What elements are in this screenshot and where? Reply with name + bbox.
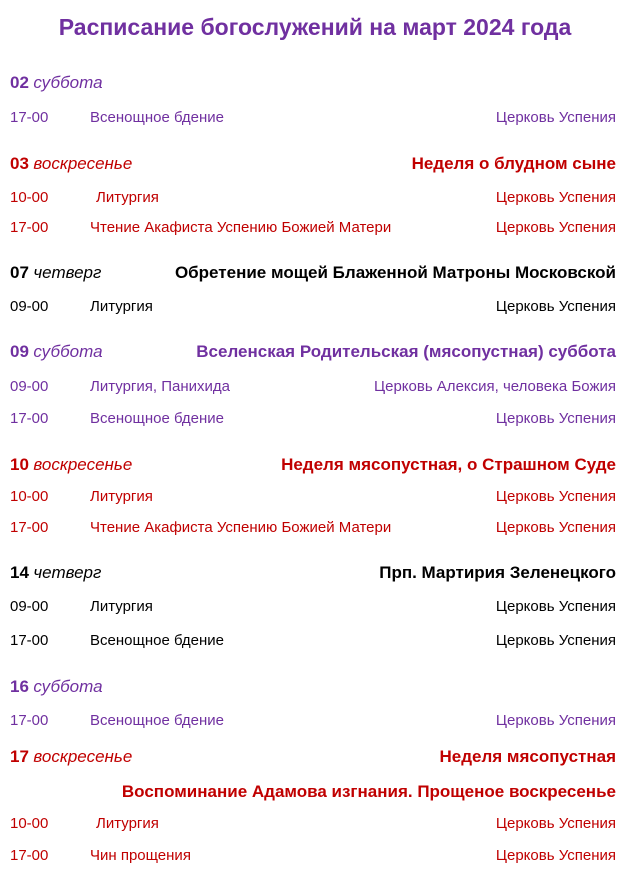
day-date [10,747,132,767]
service-place: Церковь Успения [495,410,616,427]
service-place: Церковь Успения [495,712,616,729]
day-number: 10 [10,455,29,474]
weekday: четверг [33,563,102,582]
day-header-16 [10,677,616,701]
service-name: Литургия [90,488,153,505]
service-name: Всенощное бдение [90,109,224,126]
feast-subtitle: Воспоминание Адамова изгнания. Прощеное воскресенье [121,782,616,801]
day-number: 14 [10,563,29,582]
service-place: Церковь Успения [495,488,616,505]
service-place: Церковь Успения [495,519,616,536]
feast-title: Вселенская Родительская (мясопустная) суббота [196,342,616,361]
service-row [10,815,616,839]
service-place: Церковь Успения [495,109,616,126]
weekday: суббота [33,73,103,92]
service-row [10,219,616,243]
weekday: четверг [33,263,102,282]
service-name: Чтение Акафиста Успению Божией Матери [90,519,392,536]
weekday: воскресенье [33,747,133,766]
service-row [10,410,616,434]
day-date [10,677,103,697]
service-time: 09-00 [10,598,49,615]
service-name: Литургия [96,815,159,832]
service-name: Литургия [90,298,153,315]
day-number: 03 [10,154,29,173]
service-place: Церковь Успения [495,189,616,206]
service-place: Церковь Успения [495,632,616,649]
day-header-09 [10,342,616,366]
service-place: Церковь Успения [495,847,616,864]
day-number: 09 [10,342,29,361]
service-row [10,632,616,656]
weekday: суббота [33,677,103,696]
service-row [10,109,616,133]
feast-title: Прп. Мартирия Зеленецкого [379,563,616,582]
service-row [10,298,616,322]
day-header-17 [10,747,616,771]
feast-title: Неделя о блудном сыне [411,154,616,173]
service-time: 10-00 [10,488,49,505]
service-place: Церковь Алексия, человека Божия [374,378,616,395]
service-row [10,712,616,736]
service-row [10,847,616,871]
feast-title: Обретение мощей Блаженной Матроны Московской [174,263,616,282]
service-time: 09-00 [10,298,49,315]
day-header-07 [10,263,616,287]
service-row [10,598,616,622]
day-date [10,73,103,93]
service-name: Литургия, Панихида [90,378,231,395]
service-time: 17-00 [10,410,49,427]
service-name: Литургия [96,189,159,206]
service-time: 17-00 [10,632,49,649]
feast-title: Неделя мясопустная, о Страшном Суде [281,455,616,474]
day-number: 16 [10,677,29,696]
service-name: Чтение Акафиста Успению Божией Матери [90,219,392,236]
service-row [10,519,616,543]
service-time: 17-00 [10,219,49,236]
day-header-14 [10,563,616,587]
service-name: Литургия [90,598,153,615]
weekday: воскресенье [33,154,133,173]
day-number: 17 [10,747,29,766]
day-header-10 [10,455,616,479]
service-place: Церковь Успения [495,598,616,615]
service-time: 17-00 [10,847,49,864]
service-name: Всенощное бдение [90,410,224,427]
day-date [10,455,132,475]
service-place: Церковь Успения [495,298,616,315]
day-header-03 [10,154,616,178]
service-time: 17-00 [10,712,49,729]
service-place: Церковь Успения [495,219,616,236]
service-name: Всенощное бдение [90,712,224,729]
service-row [10,378,616,402]
service-name: Чин прощения [90,847,191,864]
day-date [10,154,132,174]
service-row [10,189,616,213]
day-date [10,263,101,283]
weekday: воскресенье [33,455,133,474]
day-header-02 [10,73,616,97]
feast-title: Неделя мясопустная [439,747,616,766]
service-row [10,488,616,512]
day-number: 07 [10,263,29,282]
service-time: 17-00 [10,109,49,126]
day-number: 02 [10,73,29,92]
service-name: Всенощное бдение [90,632,224,649]
day-date [10,563,101,583]
service-time: 10-00 [10,815,49,832]
page-title: Расписание богослужений на март 2024 года [58,14,572,40]
service-time: 17-00 [10,519,49,536]
service-time: 09-00 [10,378,49,395]
service-place: Церковь Успения [495,815,616,832]
service-time: 10-00 [10,189,49,206]
day-date [10,342,103,362]
weekday: суббота [33,342,103,361]
